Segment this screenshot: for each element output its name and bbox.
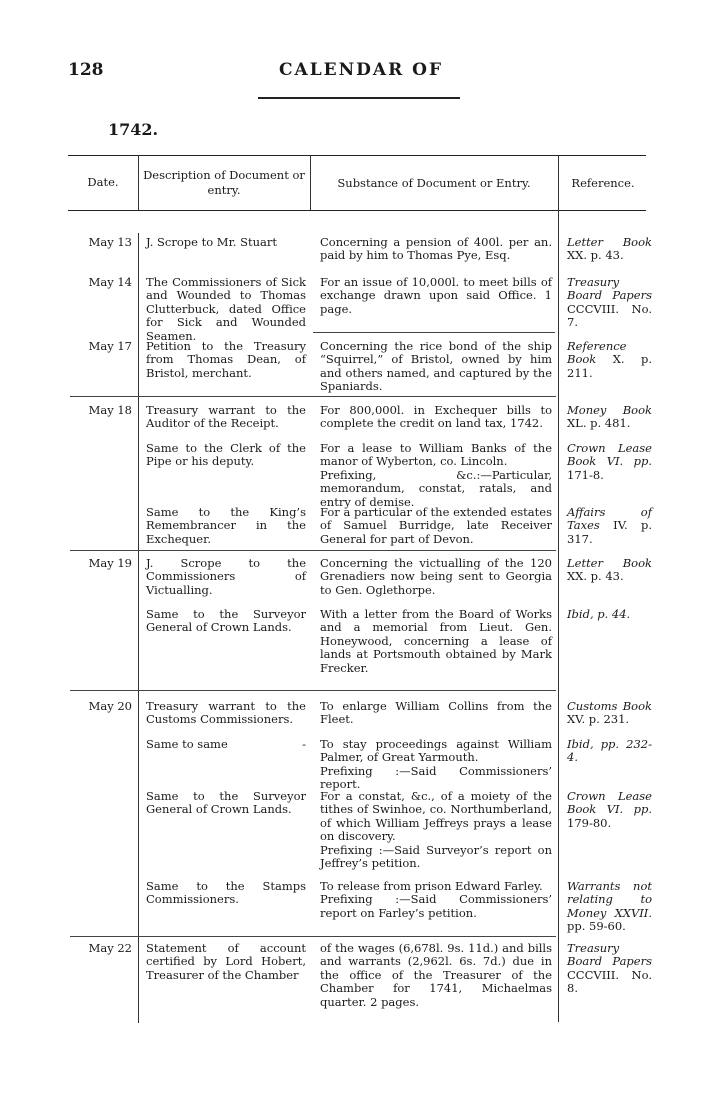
row-substance: For 800,000l. in Exchequer bills to complete the credit on land tax, 1742. bbox=[320, 403, 552, 431]
reference-title: Affairs of Taxes bbox=[567, 505, 652, 533]
row-substance bbox=[320, 738, 552, 792]
reference-title: Ibid, p. 44. bbox=[567, 607, 631, 621]
reference-title: Money Book bbox=[567, 403, 652, 417]
row-reference bbox=[567, 340, 652, 380]
row-description: J. Scrope to Mr. Stuart bbox=[146, 235, 277, 249]
col-divider-1 bbox=[138, 155, 139, 210]
header-date: Date. bbox=[87, 175, 119, 189]
substance-text: To release from prison Edward Farley. bbox=[320, 879, 543, 893]
col-divider-1-body bbox=[138, 233, 139, 1023]
row-substance bbox=[320, 790, 552, 870]
row-date: May 22 bbox=[88, 941, 132, 955]
substance-text: To stay proceedings against William Palmer, of Great Yarmouth. bbox=[320, 737, 552, 765]
reference-volume: XL. p. 481. bbox=[567, 416, 631, 431]
row-substance: To enlarge William Collins from the Fleet. bbox=[320, 699, 552, 727]
col-divider-2 bbox=[310, 155, 311, 210]
row-substance: With a letter from the Board of Works and a memorial from Lieut. Gen. Honeywood, concerning a lease of lands at Portsmouth obtained by Mark Frecker. bbox=[320, 607, 552, 675]
row-description: Same to the Clerk of the Pipe or his deputy. bbox=[146, 441, 306, 469]
row-date: May 19 bbox=[88, 556, 132, 570]
reference-volume: IV. p. 317. bbox=[567, 518, 652, 546]
reference-volume: CCCVIII. No. 8. bbox=[567, 967, 652, 996]
reference-volume: XV. p. 231. bbox=[567, 712, 630, 727]
row-substance bbox=[320, 442, 552, 509]
row-date: May 18 bbox=[88, 403, 132, 417]
reference-title: Warrants not relating to Money XXVII. bbox=[567, 879, 652, 920]
reference-title: Treasury Board Papers bbox=[567, 941, 652, 969]
row-rule bbox=[313, 332, 555, 333]
row-description: Same to the King’s Remembrancer in the Exchequer. bbox=[146, 505, 306, 546]
reference-title: Customs Book bbox=[567, 699, 652, 713]
reference-title: Ibid, pp. 232-4. bbox=[567, 737, 652, 765]
header-description: Description of Document or entry. bbox=[143, 168, 305, 197]
row-rule bbox=[70, 396, 556, 397]
row-substance: Concerning the rice bond of the ship “Squirrel,” of Bristol, owned by him and others named, and captured by the Spaniards. bbox=[320, 339, 552, 394]
row-reference bbox=[567, 442, 652, 482]
row-date: May 14 bbox=[88, 275, 132, 289]
prefixing-note: Prefixing :—Said Surveyor’s report on Jeffrey’s petition. bbox=[320, 842, 552, 871]
row-reference bbox=[567, 790, 652, 830]
row-date: May 17 bbox=[88, 339, 132, 353]
row-reference bbox=[567, 608, 652, 621]
header-reference: Reference. bbox=[571, 176, 635, 190]
row-description: Same to the Surveyor General of Crown Lands. bbox=[146, 607, 306, 635]
running-head: CALENDAR OF bbox=[278, 60, 444, 80]
reference-volume: XX. p. 43. bbox=[567, 569, 624, 584]
row-substance bbox=[320, 880, 552, 920]
col-divider-3-body bbox=[558, 210, 559, 1022]
row-reference bbox=[567, 880, 652, 934]
row-description: Petition to the Treasury from Thomas Dean, of Bristol, merchant. bbox=[146, 339, 306, 380]
row-description bbox=[146, 738, 306, 751]
row-reference bbox=[567, 506, 652, 546]
row-substance: For an issue of 10,000l. to meet bills of exchange drawn upon said Office. 1 page. bbox=[320, 275, 552, 316]
col-divider-3 bbox=[558, 155, 559, 210]
row-description: Same to the Stamps Commissioners. bbox=[146, 879, 306, 907]
row-description: Statement of account certified by Lord Hobert, Treasurer of the Chamber bbox=[146, 941, 306, 982]
description-text: Same to same bbox=[146, 737, 228, 751]
reference-title: Letter Book bbox=[567, 556, 652, 570]
row-rule bbox=[70, 936, 556, 937]
row-reference bbox=[567, 404, 652, 431]
reference-title: Crown Lease Book VI. pp. bbox=[567, 441, 652, 469]
row-reference bbox=[567, 738, 652, 765]
reference-volume: XX. p. 43. bbox=[567, 248, 624, 263]
substance-text: For a lease to William Banks of the manor of Wyberton, co. Lincoln. bbox=[320, 441, 552, 469]
row-description: Same to the Surveyor General of Crown Lands. bbox=[146, 789, 306, 817]
table-top-rule bbox=[68, 155, 646, 156]
substance-text: For a constat, &c., of a moiety of the tithes of Swinhoe, co. Northumberland, of which William Jeffreys prays a lease on discovery. bbox=[320, 789, 552, 844]
year-heading: 1742. bbox=[108, 120, 159, 139]
row-description: The Commissioners of Sick and Wounded to Thomas Clutterbuck, dated Office for Sick and Wounded Seamen. bbox=[146, 275, 306, 343]
row-description: Treasury warrant to the Auditor of the Receipt. bbox=[146, 403, 306, 431]
description-dash: - bbox=[302, 737, 306, 751]
row-substance: Concerning the victualling of the 120 Grenadiers now being sent to Georgia to Gen. Oglethorpe. bbox=[320, 556, 552, 597]
reference-volume: 171-8. bbox=[567, 467, 604, 482]
row-date: May 20 bbox=[88, 699, 132, 713]
reference-title: Letter Book bbox=[567, 235, 652, 249]
row-reference bbox=[567, 942, 652, 996]
table-header-rule bbox=[68, 210, 646, 211]
reference-volume: X. p. 211. bbox=[567, 352, 653, 380]
row-date: May 13 bbox=[88, 235, 132, 249]
reference-volume: CCCVIII. No. 7. bbox=[567, 301, 652, 330]
row-reference bbox=[567, 276, 652, 330]
row-rule bbox=[70, 550, 556, 551]
head-rule bbox=[258, 97, 460, 99]
prefixing-note: Prefixing, &c.:—Particular, memorandum, constat, ratals, and entry of demise. bbox=[320, 467, 552, 509]
reference-title: Crown Lease Book VI. pp. bbox=[567, 789, 652, 817]
row-reference bbox=[567, 236, 652, 263]
row-reference bbox=[567, 700, 652, 727]
prefixing-note: Prefixing :—Said Commissioners’ report on Farley’s petition. bbox=[320, 892, 552, 920]
reference-volume: 179-80. bbox=[567, 815, 612, 830]
prefixing-note: Prefixing :—Said Commissioners’ report. bbox=[320, 763, 552, 792]
reference-title: Reference Book bbox=[567, 339, 627, 367]
row-description: J. Scrope to the Commissioners of Victualling. bbox=[146, 556, 306, 597]
header-substance: Substance of Document or Entry. bbox=[337, 176, 531, 190]
row-reference bbox=[567, 557, 652, 584]
reference-title: Treasury Board Papers bbox=[567, 275, 652, 303]
reference-volume: pp. 59-60. bbox=[567, 919, 626, 934]
row-substance: of the wages (6,678l. 9s. 11d.) and bills and warrants (2,962l. 6s. 7d.) due in the office of the Treasurer of the Chamber for 1741, Michaelmas quarter. 2 pages. bbox=[320, 941, 552, 1009]
row-description: Treasury warrant to the Customs Commissioners. bbox=[146, 699, 306, 727]
row-rule bbox=[70, 690, 556, 691]
row-substance: Concerning a pension of 400l. per an. paid by him to Thomas Pye, Esq. bbox=[320, 235, 552, 263]
row-substance: For a particular of the extended estates of Samuel Burridge, late Receiver General for part of Devon. bbox=[320, 505, 552, 546]
page-number: 128 bbox=[68, 60, 104, 80]
